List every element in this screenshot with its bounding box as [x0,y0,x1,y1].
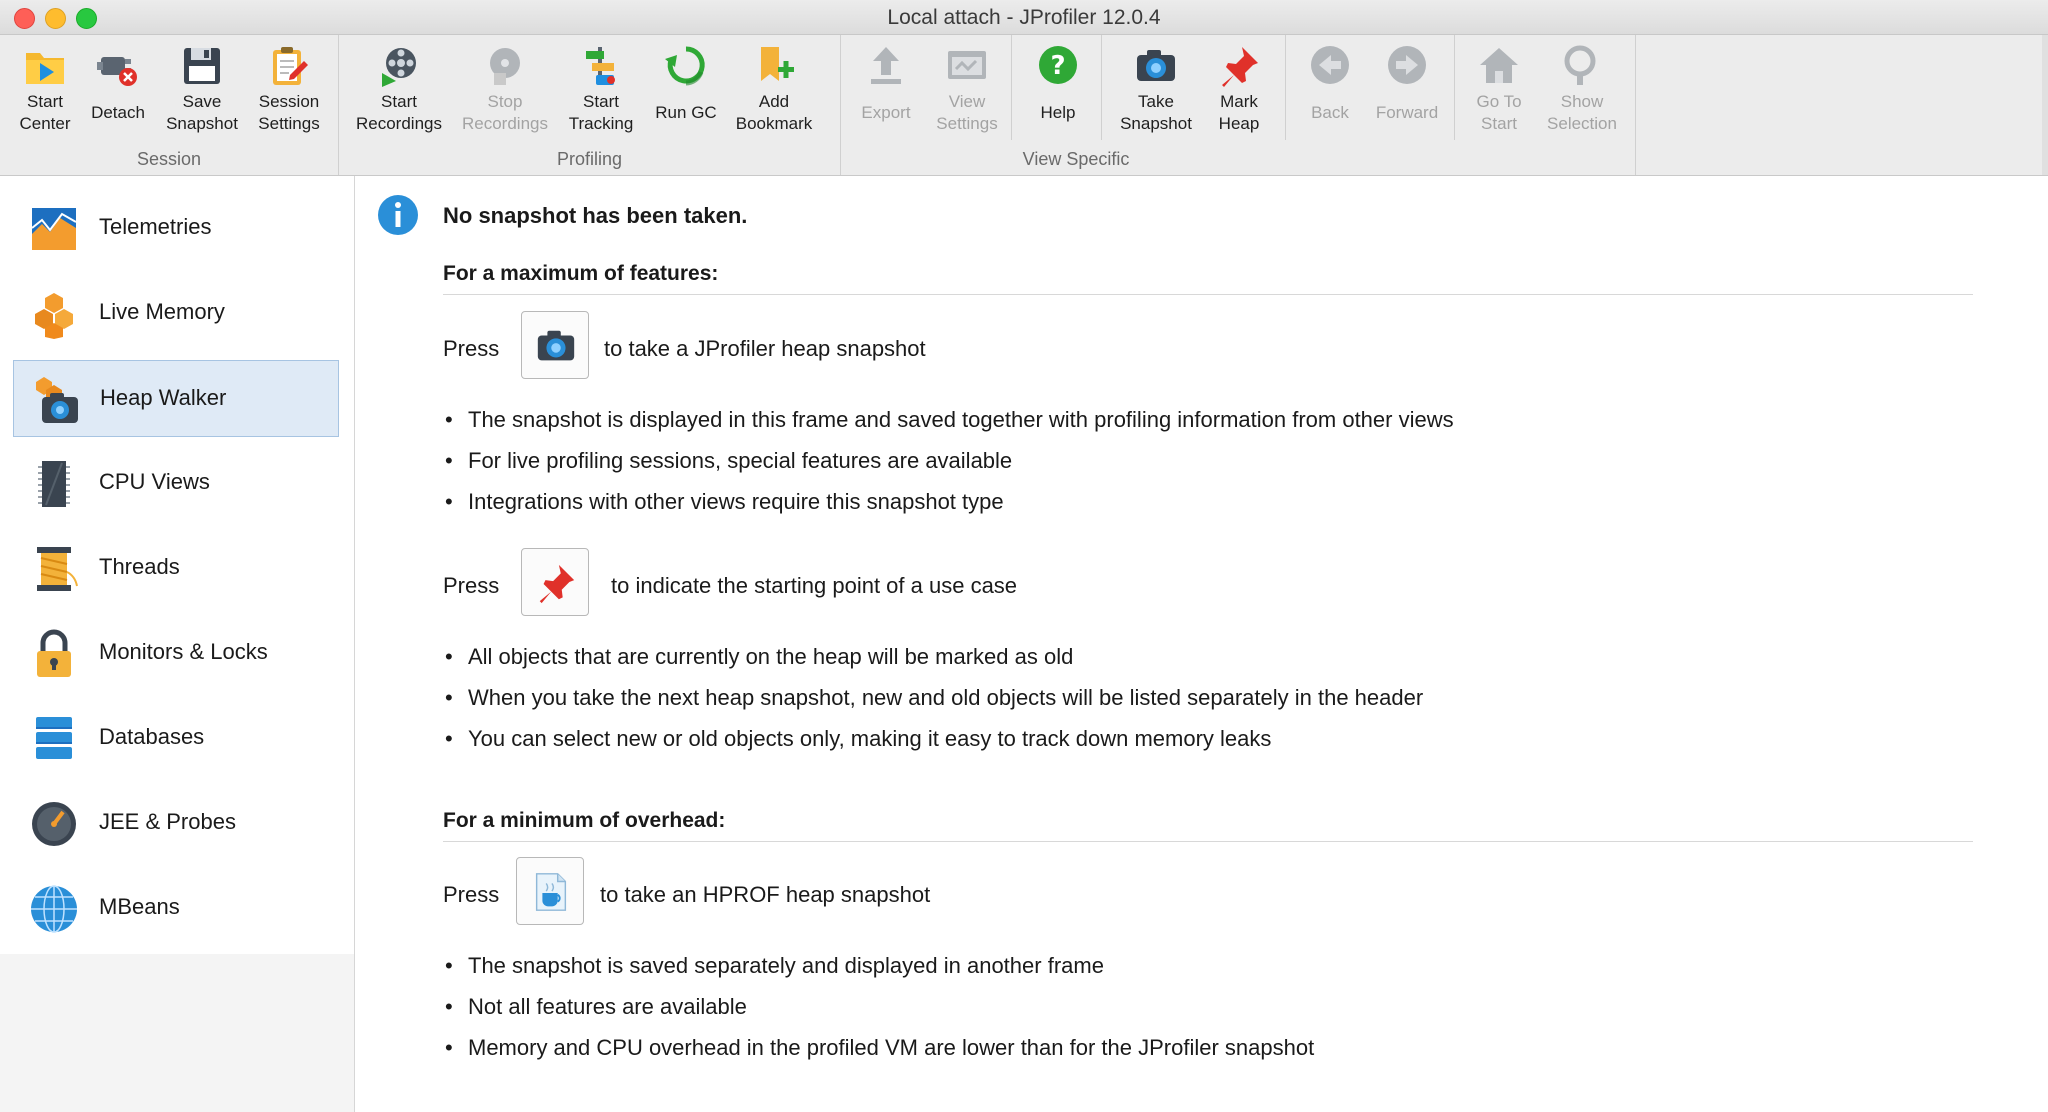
view-settings-label: View Settings [936,92,998,133]
help-label: Help [1040,103,1076,122]
export-label: Export [861,103,911,122]
press-description: to take a JProfiler heap snapshot [604,336,926,361]
sidebar-item-cpu-views[interactable] [13,445,339,522]
sidebar-item-threads[interactable] [13,530,339,607]
press-description: to take an HPROF heap snapshot [600,882,931,907]
section-title-max-features: For a maximum of features: [443,262,719,285]
film-reel-stop-icon [482,43,528,89]
camera-icon [534,324,578,368]
stop-recordings-button[interactable] [460,43,550,143]
section-divider [443,294,1973,295]
view-specific-group [841,35,1636,175]
start-center-icon [22,43,68,89]
take-snapshot-hint-button[interactable] [521,311,589,379]
sidebar-item-label: Databases [99,724,205,749]
show-selection-button[interactable] [1537,43,1627,143]
add-bookmark-label: Add Bookmark [735,92,813,133]
mark-heap-label: Mark Heap [1218,92,1260,133]
show-selection-label: Show Selection [1547,92,1617,133]
list-item: • Not all features are available [460,994,739,1020]
pushpin-icon [1216,43,1262,89]
session-settings-label: Session Settings [258,92,320,133]
list-item: • The snapshot is displayed in this frame and saved together with profiling information from other views [460,407,1446,433]
sidebar-item-label: MBeans [99,894,180,919]
section-divider [443,841,1973,842]
save-snapshot-label: Save Snapshot [166,92,238,133]
window-title: Local attach - JProfiler 12.0.4 [887,6,1161,29]
toolbar-divider-2 [1101,35,1102,140]
mark-heap-hint-button[interactable] [521,548,589,616]
svg-text:?: ? [1050,51,1066,81]
hprof-file-icon [529,870,573,914]
floppy-icon [179,43,225,89]
list-item: • For live profiling sessions, special features are available [460,448,1004,474]
live-memory-icon [29,289,79,339]
sidebar-item-databases[interactable] [13,700,339,777]
profiling-group-label: Profiling [556,149,623,169]
sidebar-item-label: Telemetries [99,214,212,239]
forward-button[interactable] [1362,43,1452,143]
sidebar-item-monitors-locks[interactable] [13,615,339,692]
add-bookmark-button[interactable] [729,43,819,143]
session-group [0,35,339,175]
heap-walker-icon [30,375,80,425]
help-button[interactable] [1013,43,1103,143]
detach-label: Detach [91,103,145,122]
bookmark-plus-icon [751,43,797,89]
database-icon [29,714,79,764]
list-item: • The snapshot is saved separately and displayed in another frame [460,953,1096,979]
start-recordings-label: Start Recordings [356,92,442,133]
page-heading: No snapshot has been taken. [443,203,748,228]
start-tracking-label: Start Tracking [568,92,634,133]
detach-icon [95,43,141,89]
sidebar-item-label: Monitors & Locks [99,639,268,664]
heap-walker-panel [355,176,2048,1112]
toolbar-scroll-edge [2042,35,2048,175]
list-item: • You can select new or old objects only, making it easy to track down memory leaks [460,726,1263,752]
hprof-snapshot-hint-button[interactable] [516,857,584,925]
back-arrow-icon [1307,43,1353,89]
list-item: • All objects that are currently on the heap will be marked as old [460,644,1065,670]
sidebar-item-mbeans[interactable] [13,870,339,947]
press-label: Press [443,573,500,598]
info-icon [377,194,419,236]
pushpin-icon [534,561,578,605]
title-bar [0,0,2048,35]
house-icon [1476,43,1522,89]
tracking-icon [578,43,624,89]
list-item: • Integrations with other views require this snapshot type [460,489,996,515]
film-reel-icon [376,43,422,89]
globe-icon [29,884,79,934]
sidebar-item-label: JEE & Probes [99,809,236,834]
back-label: Back [1311,103,1349,122]
profiling-group [339,35,841,175]
list-item: • When you take the next heap snapshot, new and old objects will be listed separately in the header [460,685,1415,711]
sidebar-item-live-memory[interactable] [13,275,339,352]
press-label: Press [443,882,500,907]
sidebar-item-telemetries[interactable] [13,190,339,267]
sidebar-item-label: Live Memory [99,299,225,324]
start-tracking-button[interactable] [556,43,646,143]
section-title-min-overhead: For a minimum of overhead: [443,809,726,832]
padlock-icon [29,629,79,679]
run-gc-label: Run GC [655,103,717,122]
forward-arrow-icon [1384,43,1430,89]
help-icon [1035,43,1081,89]
press-label: Press [443,336,500,361]
sidebar-item-jee-probes[interactable] [13,785,339,862]
session-group-label: Session [136,149,202,169]
gauge-icon [29,799,79,849]
cpu-icon [29,459,79,509]
view-settings-button[interactable] [922,43,1012,143]
upload-icon [863,43,909,89]
go-to-start-label: Go To Start [1476,92,1522,133]
sidebar-item-label: Heap Walker [100,385,227,410]
forward-label: Forward [1375,103,1439,122]
thread-spool-icon [29,544,79,594]
run-gc-button[interactable] [641,43,731,143]
view-specific-group-label: View Specific [1022,149,1130,169]
session-settings-button[interactable] [244,43,334,143]
toolbar-divider-1 [1011,35,1012,140]
stop-recordings-label: Stop Recordings [462,92,548,133]
telemetries-icon [29,204,79,254]
magnifier-icon [1559,43,1605,89]
press-description: to indicate the starting point of a use case [611,573,1018,598]
sidebar [0,176,355,1112]
start-center-label: Start Center [19,92,71,133]
view-settings-icon [944,43,990,89]
camera-icon [1133,43,1179,89]
export-button[interactable] [841,43,931,143]
toolbar [0,35,2048,176]
take-snapshot-button[interactable] [1111,43,1201,143]
sidebar-item-label: CPU Views [99,469,210,494]
recycle-icon [663,43,709,89]
take-snapshot-label: Take Snapshot [1120,92,1192,133]
mark-heap-button[interactable] [1194,43,1284,143]
list-item: • Memory and CPU overhead in the profiled VM are lower than for the JProfiler snapshot [460,1035,1306,1061]
sidebar-item-label: Threads [99,554,180,579]
start-recordings-button[interactable] [354,43,444,143]
view-selector [0,176,354,954]
clipboard-pencil-icon [266,43,312,89]
sidebar-item-heap-walker[interactable] [13,360,339,437]
go-to-start-button[interactable] [1454,43,1544,143]
detach-button[interactable] [73,43,163,143]
save-snapshot-button[interactable] [157,43,247,143]
